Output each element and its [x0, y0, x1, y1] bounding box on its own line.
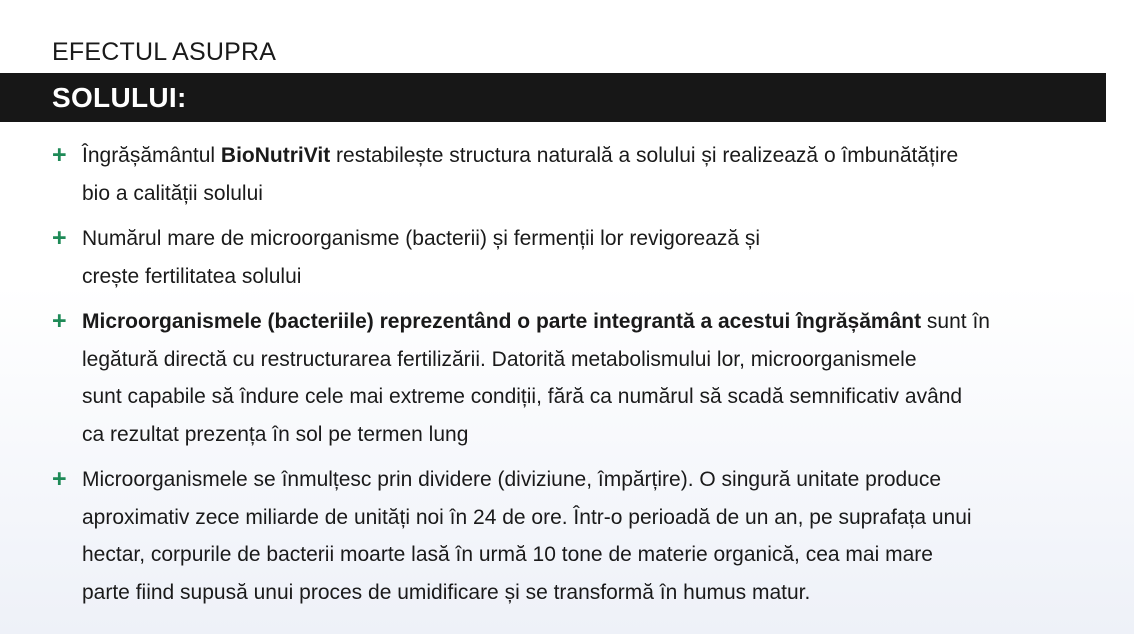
plus-icon: +	[52, 307, 67, 335]
list-item-line: hectar, corpurile de bacterii moarte lasă în urmă 10 tone de materie organică, cea mai mare	[82, 543, 933, 566]
benefits-list	[52, 137, 1112, 619]
plus-icon: +	[52, 224, 67, 252]
bold-statement: Microorganismele (bacteriile) reprezentând o parte integrantă a acestui îngrășământ	[82, 310, 922, 333]
list-item-line: parte fiind supusă unui proces de umidificare și se transformă în humus matur.	[82, 580, 811, 604]
brand-name: BioNutriVit	[220, 144, 331, 167]
heading-bar-title: SOLULUI:	[52, 81, 187, 113]
plus-icon: +	[52, 465, 67, 493]
heading-top: EFECTUL ASUPRA	[52, 38, 277, 66]
plus-icon: +	[52, 141, 67, 169]
list-item-line: crește fertilitatea solului	[82, 264, 302, 288]
list-item-line: Microorganismele (bacteriile) reprezentând o parte integrantă a acestui îngrășământ sunt în	[82, 310, 990, 333]
list-item-line: Numărul mare de microorganisme (bacterii) și fermenții lor revigorează și	[82, 227, 761, 250]
list-item-text	[82, 137, 1112, 212]
list-item-line: legătură directă cu restructurarea fertilizării. Datorită metabolismului lor, microorganismele	[82, 347, 917, 371]
list-item-text	[82, 220, 1112, 295]
list-item-line: bio a calității solului	[82, 181, 263, 205]
list-item-line: sunt capabile să îndure cele mai extreme condiții, fără ca numărul să scadă semnificativ având	[82, 385, 963, 408]
heading-bar	[0, 73, 1106, 122]
list-item	[52, 137, 1112, 212]
list-item-line: ca rezultat prezența în sol pe termen lung	[82, 422, 469, 446]
list-item	[52, 220, 1112, 295]
list-item-line: Microorganismele se înmulțesc prin dividere (diviziune, împărțire). O singură unitate produce	[82, 468, 942, 491]
list-item-text	[82, 461, 1112, 611]
list-item-text	[82, 303, 1112, 453]
list-item	[52, 461, 1112, 611]
list-item-line: Îngrășământul BioNutriVit restabilește structura naturală a solului și realizează o îmbunătățire	[82, 144, 959, 167]
list-item	[52, 303, 1112, 453]
list-item-line: aproximativ zece miliarde de unități noi în 24 de ore. Într-o perioadă de un an, pe suprafața unui	[82, 505, 972, 529]
